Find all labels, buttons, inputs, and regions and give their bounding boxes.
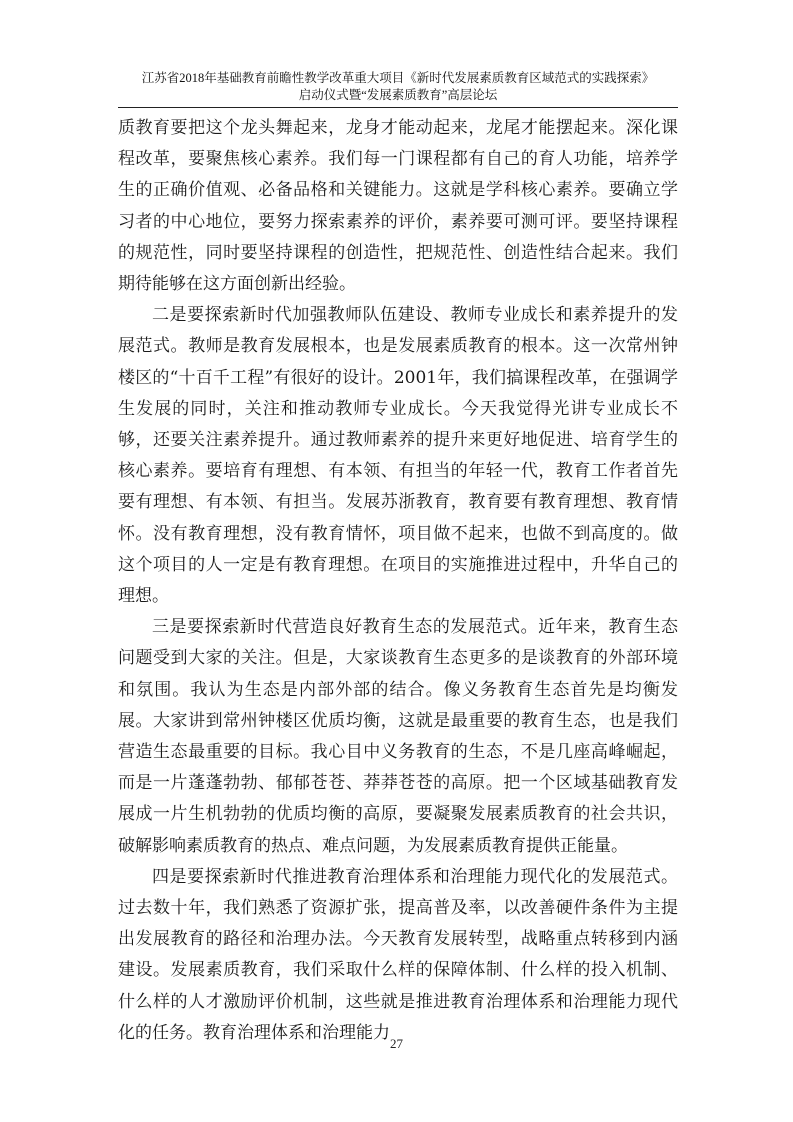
header-divider [118, 107, 678, 108]
header-title-line2: 启动仪式暨“发展素质教育”高层论坛 [298, 88, 498, 102]
paragraph-education-governance: 四是要探索新时代推进教育治理体系和治理能力现代化的发展范式。过去数十年，我们熟悉了资源扩张，提高普及率，以改善硬件条件为主提出发展教育的路径和治理办法。今天教育发展转型，战略重点转移到内涵建设。发展素质教育，我们采取什么样的保障体制、什么样的投入机制、什么样的人才激励评价机制，这些就是推进教育治理体系和治理能力现代化的任务。教育治理体系和治理能力 [118, 866, 678, 1043]
page-number: 27 [390, 1036, 403, 1051]
paragraph-teacher-development: 二是要探索新时代加强教师队伍建设、教师专业成长和素养提升的发展范式。教师是教育发展根本，也是发展素质教育的根本。这一次常州钟楼区的“十百千工程”有很好的设计。2001年，我们搞课程改革，在强调学生发展的同时，关注和推动教师专业成长。今天我觉得光讲专业成长不够，还要关注素养提升。通过教师素养的提升来更好地促进、培育学生的核心素养。要培育有理想、有本领、有担当的年轻一代，教育工作者首先要有理想、有本领、有担当。发展苏浙教育，教育要有教育理想、教育情怀。没有教育理想，没有教育情怀，项目做不起来，也做不到高度的。做这个项目的人一定是有教育理想。在项目的实施推进过程中，升华自己的理想。 [118, 305, 678, 607]
page-header [118, 70, 678, 104]
body-text [118, 113, 678, 1049]
paragraph-education-ecology: 三是要探索新时代营造良好教育生态的发展范式。近年来，教育生态问题受到大家的关注。但是，大家谈教育生态更多的是谈教育的外部环境和氛围。我认为生态是内部外部的结合。像义务教育生态首先是均衡发展。大家讲到常州钟楼区优质均衡，这就是最重要的教育生态，也是我们营造生态最重要的目标。我心目中义务教育的生态，不是几座高峰崛起，而是一片蓬蓬勃勃、郁郁苍苍、莽莽苍苍的高原。把一个区域基础教育发展成一片生机勃勃的优质均衡的高原，要凝聚发展素质教育的社会共识，破解影响素质教育的热点、难点问题，为发展素质教育提供正能量。 [118, 617, 678, 856]
header-title-line1: 江苏省2018年基础教育前瞻性教学改革重大项目《新时代发展素质教育区域范式的实践探索》 [141, 71, 655, 85]
paragraph-continued: 质教育要把这个龙头舞起来，龙身才能动起来，龙尾才能摆起来。深化课程改革，要聚焦核心素养。我们每一门课程都有自己的育人功能，培养学生的正确价值观、必备品格和关键能力。这就是学科核心素养。要确立学习者的中心地位，要努力探索素养的评价，素养要可测可评。要坚持课程的规范性，同时要坚持课程的创造性，把规范性、创造性结合起来。我们期待能够在这方面创新出经验。 [118, 118, 678, 295]
